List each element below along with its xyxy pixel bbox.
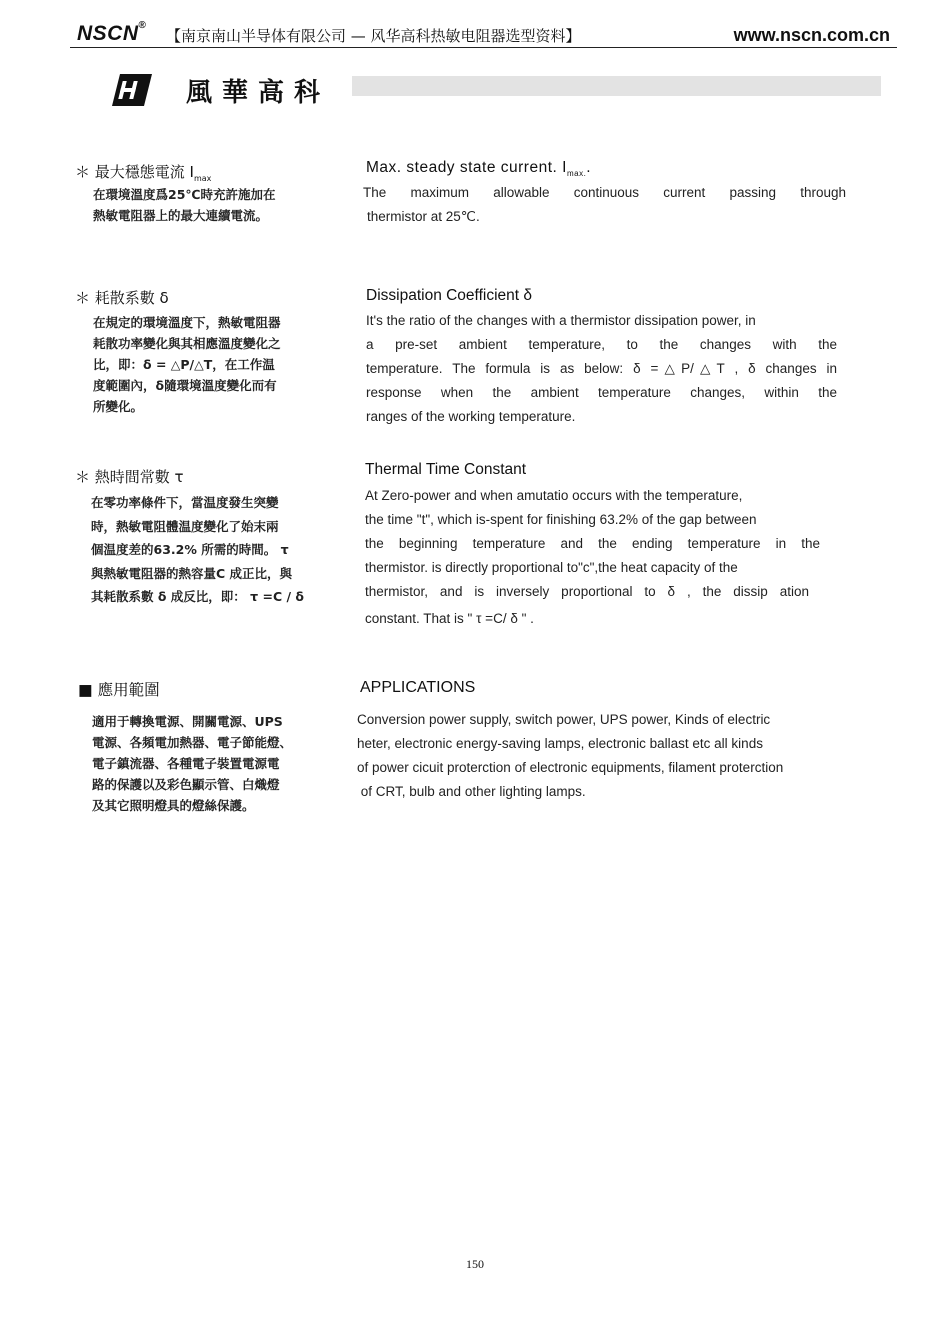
section-dissipation-zh-body: 在規定的環境溫度下，熱敏電阻器 耗散功率變化與其相應溫度變化之 比，即：δ = △P/△T，在工作温 度範圍內，δ隨環境溫度變化而有 所變化。 bbox=[93, 315, 281, 414]
header-rule bbox=[70, 47, 897, 48]
section-applications-en-body: Conversion power supply, switch power, UPS power, Kinds of electric heter, electronic energy-saving lamps, electronic ballast etc all kinds of power cicuit proterction of electronic equipments, filament proterction of CRT, bulb and other lighting lamps. bbox=[357, 712, 784, 799]
section-applications-zh-body: 適用于轉換電源、開關電源、UPS 電源、各頻電加熱器、電子節能燈、 電子鎮流器、各種電子裝置電源電 路的保護以及彩色顯示管、白熾燈 及其它照明燈具的燈絲保護。 bbox=[92, 714, 293, 813]
company-title: 【南京南山半导体有限公司 — 风华高科热敏电阻器选型资料】 bbox=[166, 27, 581, 45]
section-thermal-time-en-body: At Zero-power and when amutatio occurs with the temperature, the time "t", which is-spent for finishing 63.2% of the gap between the beginning temperature and the ending temperature in the thermistor. is directly proportional to"c",the heat capacity of the thermistor, and is inversely proportional to δ , the dissip ation constant. That is " τ =C/ δ " . bbox=[365, 488, 820, 626]
brand-name: 風華高科 bbox=[186, 78, 331, 108]
section-dissipation-zh-title: ＊ 耗散系數 δ bbox=[75, 289, 169, 307]
website-url[interactable]: www.nscn.com.cn bbox=[733, 25, 890, 45]
section-thermal-time-zh-body: 在零功率條件下，當温度發生突變 時，熱敏電阻體温度變化了始末兩 個温度差的63.2% 所需的時間。 τ 與熱敏電阻器的熱容量C 成正比，與 其耗散系數 δ 成反比，即： τ =C / δ bbox=[91, 495, 304, 604]
section-thermal-time-en-title: Thermal Time Constant bbox=[365, 461, 527, 478]
brand-bar bbox=[352, 76, 881, 96]
section-thermal-time-zh-title: ＊ 熱時間常數 τ bbox=[75, 468, 184, 486]
section-max-current-en-body: The maximum allowable continuous current passing through thermistor at 25℃. bbox=[363, 185, 846, 224]
section-dissipation-en-title: Dissipation Coefficient δ bbox=[366, 287, 533, 304]
page-number: 150 bbox=[466, 1257, 484, 1271]
section-max-current-zh-body: 在環境溫度爲25℃時充許施加在 熱敏電阻器上的最大連續電流。 bbox=[93, 187, 276, 223]
section-max-current-zh-title: ＊ 最大穩態電流 $I_{max}$ bbox=[75, 163, 212, 183]
fenghua-logo-icon bbox=[112, 72, 152, 106]
section-dissipation-en-body: It's the ratio of the changes with a thermistor dissipation power, in a pre-set ambient temperature, to the changes with the temperature. The formula is as below: δ =△P/△T , δ changes in response when the ambient temperature changes, within the ranges of the working temperature. bbox=[366, 313, 837, 424]
section-applications-zh-title: ■ 應用範圍 bbox=[78, 681, 160, 699]
section-applications-en-title: APPLICATIONS bbox=[360, 679, 476, 696]
section-max-current-en-title: Max. steady state current. $I_{max.}$. bbox=[366, 159, 592, 179]
nscn-logo: NSCN® bbox=[77, 20, 147, 45]
